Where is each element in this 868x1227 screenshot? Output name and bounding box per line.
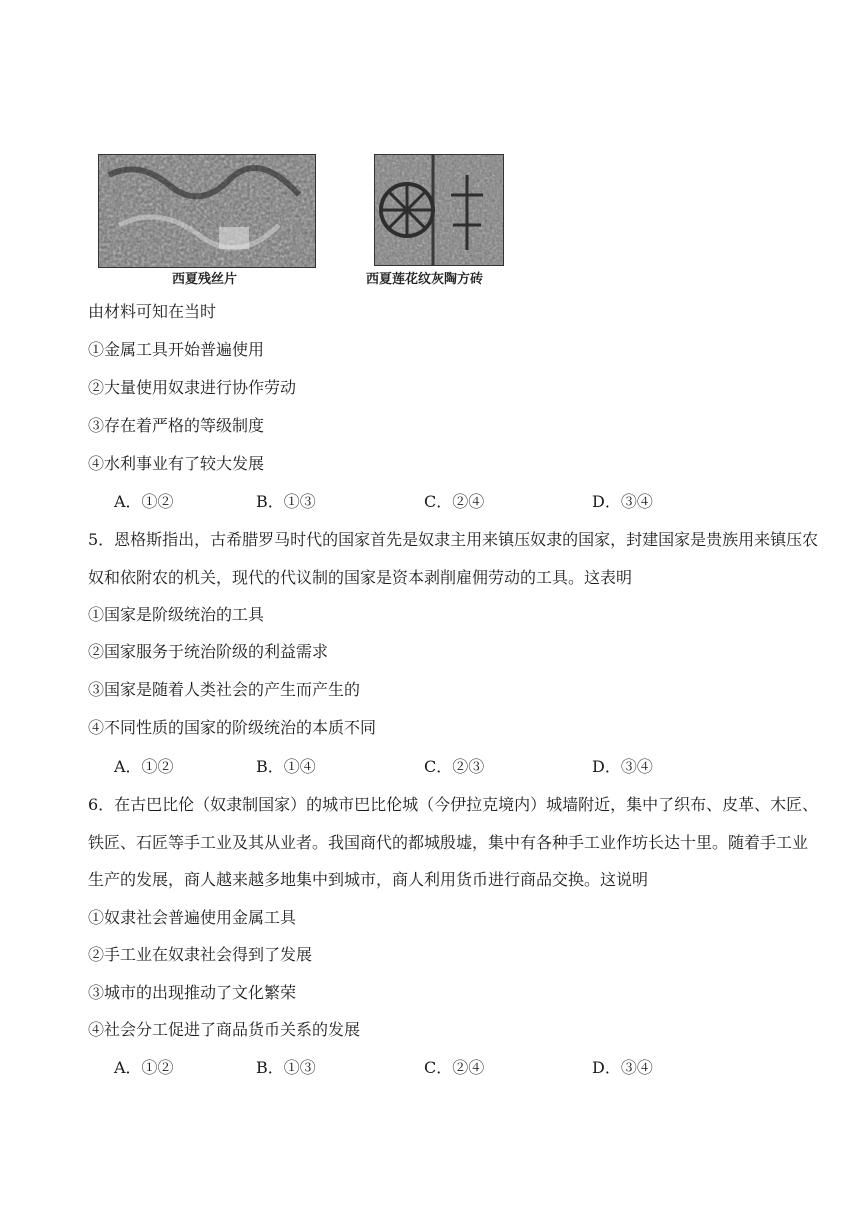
q5-option-c[interactable]: C．②③ <box>424 757 485 776</box>
q6-statement-2: ②手工业在奴隶社会得到了发展 <box>88 945 313 964</box>
q5-statement-3: ③国家是随着人类社会的产生而产生的 <box>88 680 361 699</box>
q5-option-b[interactable]: B．①④ <box>256 757 316 776</box>
q4-option-d[interactable]: D．③④ <box>592 492 653 511</box>
q4-option-a[interactable]: A．①② <box>114 492 174 511</box>
q6-option-b[interactable]: B．①③ <box>256 1058 316 1077</box>
q4-option-b[interactable]: B．①③ <box>256 492 316 511</box>
lotus-brick-image <box>374 154 504 266</box>
q6-stem-line-1: 6．在古巴比伦（奴隶制国家）的城市巴比伦城（今伊拉克境内）城墙附近，集中了织布、皮革、木匠、 <box>88 795 819 814</box>
q6-option-a[interactable]: A．①② <box>114 1058 174 1077</box>
q5-option-a[interactable]: A．①② <box>114 757 174 776</box>
lotus-brick-caption: 西夏莲花纹灰陶方砖 <box>366 272 484 287</box>
q5-option-d[interactable]: D．③④ <box>592 757 653 776</box>
q6-stem-line-3: 生产的发展，商人越来越多地集中到城市，商人利用货币进行商品交换。这说明 <box>88 870 649 889</box>
q5-statement-4: ④不同性质的国家的阶级统治的本质不同 <box>88 718 377 737</box>
q6-options <box>0 1058 868 1080</box>
q6-statement-4: ④社会分工促进了商品货币关系的发展 <box>88 1020 361 1039</box>
q5-statement-1: ①国家是阶级统治的工具 <box>88 605 265 624</box>
q6-option-d[interactable]: D．③④ <box>592 1058 653 1077</box>
q6-option-c[interactable]: C．②④ <box>424 1058 485 1077</box>
q4-statement-2: ②大量使用奴隶进行协作劳动 <box>88 378 297 397</box>
q6-statement-3: ③城市的出现推动了文化繁荣 <box>88 983 297 1002</box>
q4-statement-3: ③存在着严格的等级制度 <box>88 416 265 435</box>
q5-stem-line-1: 5．恩格斯指出，古希腊罗马时代的国家首先是奴隶主用来镇压奴隶的国家，封建国家是贵族用来镇压农 <box>88 530 819 549</box>
q4-option-c[interactable]: C．②④ <box>424 492 485 511</box>
silk-fragment-caption: 西夏残丝片 <box>172 272 238 287</box>
q5-options <box>0 757 868 779</box>
q5-stem-line-2: 奴和依附农的机关，现代的代议制的国家是资本剥削雇佣劳动的工具。这表明 <box>88 568 633 587</box>
q4-stem-tail: 由材料可知在当时 <box>88 302 217 321</box>
q4-options <box>0 492 868 514</box>
q4-statement-1: ①金属工具开始普遍使用 <box>88 340 265 359</box>
silk-fragment-image <box>98 154 316 268</box>
q6-stem-line-2: 铁匠、石匠等手工业及其从业者。我国商代的都城殷墟，集中有各种手工业作坊长达十里。随着手工业 <box>88 833 809 852</box>
q6-statement-1: ①奴隶社会普遍使用金属工具 <box>88 908 297 927</box>
q5-statement-2: ②国家服务于统治阶级的利益需求 <box>88 642 329 661</box>
q4-statement-4: ④水利事业有了较大发展 <box>88 454 265 473</box>
